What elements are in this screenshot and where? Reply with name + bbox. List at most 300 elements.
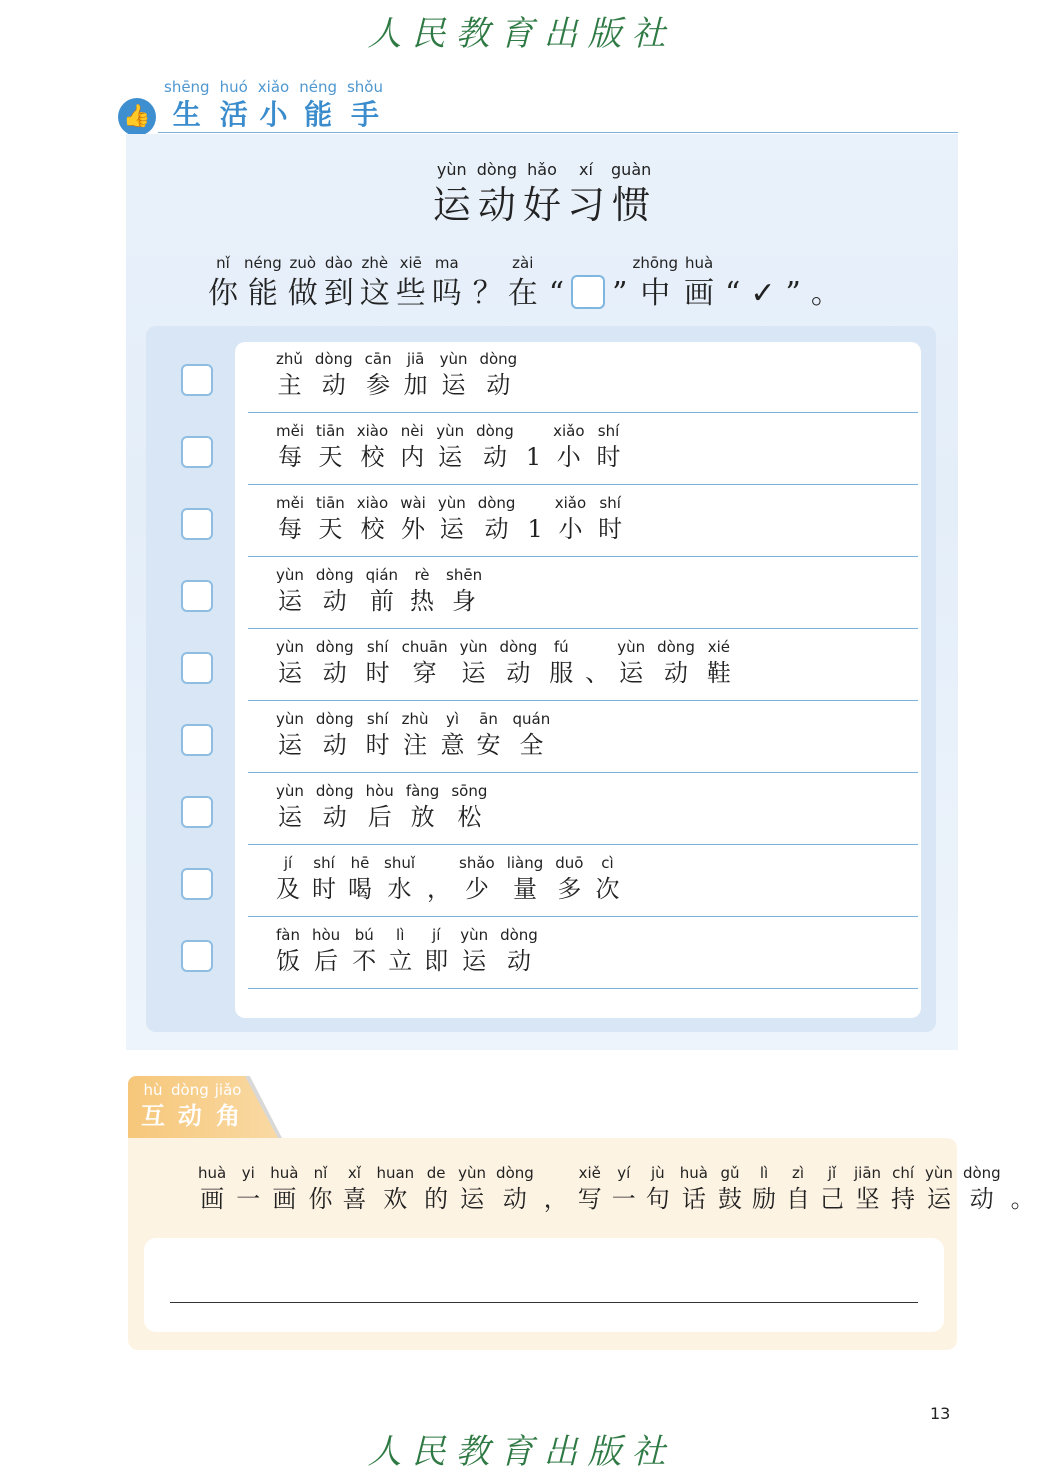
instruction-char [236,1166,260,1211]
habit-char [316,712,354,757]
instruction-char [891,1166,915,1211]
heading-char [476,160,517,227]
pinyin: shǎo [459,854,495,872]
hanzi: 前 [369,587,394,615]
hanzi: 校 [360,515,385,543]
pinyin: shēng [164,78,210,96]
checklist-row [146,774,936,846]
hanzi: 外 [401,515,425,543]
habit-char [276,424,304,469]
pinyin: dòng [499,638,538,656]
close-quote: ” [612,276,628,311]
instruction-char [578,1166,602,1211]
hanzi: 及 [276,875,300,903]
hanzi: 互 [141,1102,165,1130]
hanzi: 即 [424,947,449,975]
habit-char [276,856,300,901]
hanzi: 量 [512,875,537,903]
habit-char [404,352,428,397]
period: 。 [810,276,841,311]
habit-char [276,784,304,829]
hanzi: ， [543,1185,568,1213]
pinyin: nèi [400,422,424,440]
pinyin: huó [219,78,248,96]
pinyin: nǐ [313,1164,328,1182]
writing-line [170,1302,918,1303]
hanzi: 这 [359,276,390,311]
instruction-char [270,1166,298,1211]
habit-char [402,712,429,757]
pinyin: dòng [476,422,514,440]
instruction-char [360,256,390,309]
hanzi: 时 [365,659,390,687]
hanzi: 在 [507,276,538,311]
instruction-char [1011,1166,1035,1211]
checklist-area [146,326,936,1032]
drawing-instruction [198,1166,1043,1211]
checklist-row [146,558,936,630]
heading-char [432,160,471,227]
habit-char [366,784,394,829]
checklist-row [146,414,936,486]
hanzi: 、 [585,659,610,687]
habit-char [352,928,376,973]
hanzi: 运 [277,587,302,615]
hanzi: 少 [464,875,489,903]
hanzi: 自 [786,1185,810,1213]
pinyin: hǎo [527,160,557,179]
pinyin: zhǔ [276,350,303,368]
hanzi: 放 [410,803,435,831]
instruction-char [680,1166,708,1211]
habit-char [585,640,610,687]
hanzi: 能 [304,98,333,131]
interactive-corner-panel [128,1138,1035,1350]
habit-char [595,856,619,901]
pinyin: zhè [361,254,389,272]
instruction-char [288,256,318,309]
habit-char [598,496,622,541]
habit-char [312,856,336,901]
hanzi: 动 [506,659,531,687]
pinyin: yì [445,710,460,728]
pinyin: jí [432,926,441,944]
habit-text [276,784,499,829]
pinyin: yùn [617,638,646,656]
habit-text [276,928,550,973]
hanzi: 小 [259,98,288,131]
habit-char [476,424,514,469]
hanzi: 运 [439,515,464,543]
interactive-corner-title [141,1083,247,1128]
pinyin: jí [283,854,293,872]
instruction-char [684,256,714,309]
habit-char [388,928,412,973]
row-divider [248,844,918,845]
habit-char [451,784,487,829]
instruction-char [396,256,426,309]
hanzi: 吗 [431,276,462,311]
instruction-char [854,1166,881,1211]
habit-char [597,424,621,469]
title-char [220,80,248,129]
habit-char [657,640,695,685]
checklist-row [146,918,936,990]
habit-checkbox[interactable] [181,364,213,396]
pinyin: xiào [356,494,389,512]
habit-checkbox[interactable] [181,508,213,540]
habit-checkbox[interactable] [181,580,213,612]
hanzi: 后 [314,947,339,975]
pinyin: ān [479,710,498,728]
pinyin: gǔ [720,1164,740,1182]
habit-char [276,496,304,541]
pinyin: dào [324,254,353,272]
pinyin [553,1166,558,1181]
title-char [141,1083,165,1128]
instruction-char [718,1166,742,1211]
hanzi: 动 [506,947,531,975]
pinyin [435,856,440,871]
pinyin: zài [512,254,534,272]
header-divider [158,132,958,133]
hanzi: 惯 [612,183,651,227]
heading-char [522,160,561,227]
habit-char [478,496,516,541]
hanzi: 服 [549,659,574,687]
habit-char [402,640,448,685]
pinyin: shí [597,422,620,440]
hanzi: 参 [366,371,391,399]
title-char [215,1083,242,1128]
checklist-row [146,342,936,414]
habit-char [384,856,415,901]
hanzi: 。 [1010,1185,1035,1213]
title-char [171,1083,209,1128]
hanzi: 每 [278,515,302,543]
habit-char [316,784,354,829]
pinyin: lì [396,926,405,944]
pinyin: sōng [451,782,488,800]
habit-char [479,352,517,397]
habit-char [500,928,538,973]
habit-char [499,640,537,685]
instruction-char [820,1166,844,1211]
hanzi: 中 [640,276,671,311]
hanzi: 时 [365,731,390,759]
habit-char [406,784,440,829]
hanzi: 意 [440,731,465,759]
habit-char [555,496,586,541]
pinyin: fàn [276,926,300,944]
title-char [347,80,383,129]
hanzi: 动 [486,371,511,399]
hanzi: 句 [645,1185,670,1213]
pinyin: liàng [506,854,544,872]
pinyin: yùn [460,926,489,944]
pinyin: zuò [289,254,317,272]
pinyin: dòng [171,1081,209,1099]
exercise-panel [126,134,958,1050]
habit-checkbox[interactable] [181,796,213,828]
pinyin: xiǎo [554,494,587,512]
pinyin: huan [376,1164,415,1182]
row-divider [248,988,918,989]
pinyin: cān [364,350,392,368]
pinyin: cì [601,854,614,872]
habit-char [316,496,345,541]
checklist-row [146,630,936,702]
pinyin: hù [143,1081,163,1099]
pinyin: shí [599,494,621,512]
pinyin [531,424,536,439]
instruction-char [963,1166,1001,1211]
pinyin: měi [276,494,305,512]
habit-char [348,856,372,901]
habit-char [446,568,482,613]
pinyin: yi [241,1164,255,1182]
pinyin: huà [198,1164,227,1182]
hanzi: 一 [236,1185,261,1213]
pinyin: jiā [406,350,425,368]
pinyin: xǐ [347,1164,361,1182]
instruction-char [925,1166,953,1211]
hanzi: 每 [278,443,302,471]
hanzi: 你 [208,276,238,311]
hanzi: 时 [312,875,336,903]
habit-char [460,640,488,685]
instruction-char [308,1166,332,1211]
instruction-char [612,1166,636,1211]
hanzi: 画 [272,1185,297,1213]
instruction-char [208,256,238,309]
habit-char [427,856,451,903]
hanzi: 习 [567,183,606,227]
checklist-row [146,702,936,774]
habit-char [357,496,388,541]
hanzi: 运 [432,183,471,227]
pinyin: dòng [477,494,516,512]
publisher-logo-top: 人民教育出版社 [367,14,676,54]
instruction-char [632,256,678,309]
habit-checkbox[interactable] [181,724,213,756]
hanzi: 水 [387,875,412,903]
hanzi: 运 [461,659,486,687]
pinyin: tiān [316,422,345,440]
hanzi: 全 [519,731,544,759]
pinyin: jù [650,1164,665,1182]
pinyin: yí [617,1164,631,1182]
checklist-row [146,846,936,918]
pinyin: wài [400,494,426,512]
row-divider [248,556,918,557]
hanzi: 校 [360,443,385,471]
habit-text [276,496,634,541]
pinyin: xié [707,638,730,656]
habit-checkbox[interactable] [181,940,213,972]
habit-checkbox[interactable] [181,652,213,684]
page-title [126,160,958,227]
hanzi: 多 [557,875,582,903]
hanzi: 动 [322,659,347,687]
heading-char [567,160,606,227]
hanzi: 角 [216,1102,241,1130]
hanzi: 你 [308,1185,333,1213]
pinyin: néng [244,254,282,272]
pinyin: rè [414,566,430,584]
instruction-char [432,256,462,309]
hanzi: 动 [484,515,509,543]
habit-char [400,496,426,541]
hanzi: 小 [556,443,581,471]
pinyin: dòng [315,566,354,584]
hanzi: 喝 [348,875,372,903]
habit-text [276,640,743,685]
hanzi: 运 [438,443,463,471]
hanzi: 时 [598,515,623,543]
hanzi: 主 [277,371,302,399]
hanzi: 立 [388,947,413,975]
hanzi: 生 [172,98,201,131]
thumbs-up-icon: 👍 [118,98,156,136]
hanzi: 己 [820,1185,844,1213]
hanzi: 小 [558,515,583,543]
hanzi: 运 [462,947,487,975]
pinyin: xiǎo [257,78,290,96]
pinyin: yùn [276,782,304,800]
hanzi: 动 [969,1185,994,1213]
habit-char [477,712,501,757]
heading-char [611,160,652,227]
hanzi: 一 [611,1185,636,1213]
pinyin: yùn [436,160,467,179]
instruction-char [376,1166,414,1211]
instruction-char [244,256,282,309]
hanzi: 内 [400,443,425,471]
hanzi: 动 [482,443,507,471]
habit-checkbox[interactable] [181,868,213,900]
hanzi: 运 [460,1185,485,1213]
pinyin: huà [270,1164,299,1182]
pinyin: dòng [496,1164,534,1182]
pinyin: dòng [315,638,354,656]
pinyin: shuǐ [384,854,415,872]
instruction-char [496,1166,534,1211]
pinyin: dòng [657,638,695,656]
pinyin: yùn [276,638,304,656]
pinyin [1020,1166,1025,1181]
row-divider [248,412,918,413]
habit-char [527,496,542,541]
hanzi: 动 [322,803,347,831]
hanzi: 注 [403,731,428,759]
hanzi: 些 [395,276,426,311]
habit-char [436,424,464,469]
hanzi: 动 [322,587,347,615]
habit-char [365,352,392,397]
hanzi: 活 [219,98,248,131]
pinyin: fú [553,638,569,656]
hanzi: 运 [277,731,302,759]
habit-char [316,424,345,469]
habit-char [459,856,495,901]
title-char [164,80,210,129]
checklist-row [146,486,936,558]
open-quote: “ [725,276,741,311]
pinyin: yùn [276,566,304,584]
pinyin: shí [366,638,389,656]
hanzi: 鼓 [718,1185,742,1213]
pinyin: xiào [356,422,389,440]
pinyin: jǐ [827,1164,837,1182]
habit-char [553,424,584,469]
hanzi: 运 [619,659,644,687]
hanzi: 次 [595,875,620,903]
open-quote: “ [548,276,565,311]
habit-char [513,712,551,757]
hanzi: 喜 [342,1185,367,1213]
section-header-life-skills [118,80,958,134]
habit-char [276,928,300,973]
title-char [299,80,337,129]
pinyin: dòng [479,350,518,368]
hanzi: 动 [321,371,346,399]
pinyin: de [426,1164,446,1182]
writing-area[interactable] [144,1238,944,1332]
pinyin: yùn [436,422,465,440]
hanzi: 穿 [412,659,437,687]
instruction-line [208,256,846,309]
hanzi: 动 [322,731,347,759]
pinyin: shí [366,710,389,728]
pinyin: quán [512,710,551,728]
hanzi: 加 [403,371,428,399]
pinyin: yùn [437,494,466,512]
hanzi: 的 [424,1185,449,1213]
hanzi: 后 [367,803,392,831]
habit-char [440,352,468,397]
hanzi: 松 [457,803,482,831]
pinyin: qián [365,566,399,584]
habit-checkbox[interactable] [181,436,213,468]
hanzi: 动 [502,1185,527,1213]
pinyin: jiǎo [214,1081,242,1099]
habit-char [366,712,390,757]
habit-char [366,568,398,613]
instruction-char [752,1166,776,1211]
pinyin [593,640,598,655]
pinyin: xiǎo [553,422,585,440]
hanzi: 动 [477,183,516,227]
habit-char [555,856,583,901]
habit-char [312,928,340,973]
habit-char [366,640,390,685]
instruction-char [646,1166,670,1211]
habit-char [441,712,465,757]
pinyin: hòu [312,926,341,944]
habit-char [276,712,304,757]
hanzi: 运 [277,803,302,831]
pinyin: chí [892,1164,914,1182]
pinyin: tiān [316,494,345,512]
hanzi: ， [427,875,451,903]
pinyin: dòng [314,350,353,368]
pinyin: shēn [446,566,483,584]
instruction-char [198,1166,226,1211]
habit-char [276,352,303,397]
instruction-char [324,256,354,309]
habit-char [617,640,645,685]
